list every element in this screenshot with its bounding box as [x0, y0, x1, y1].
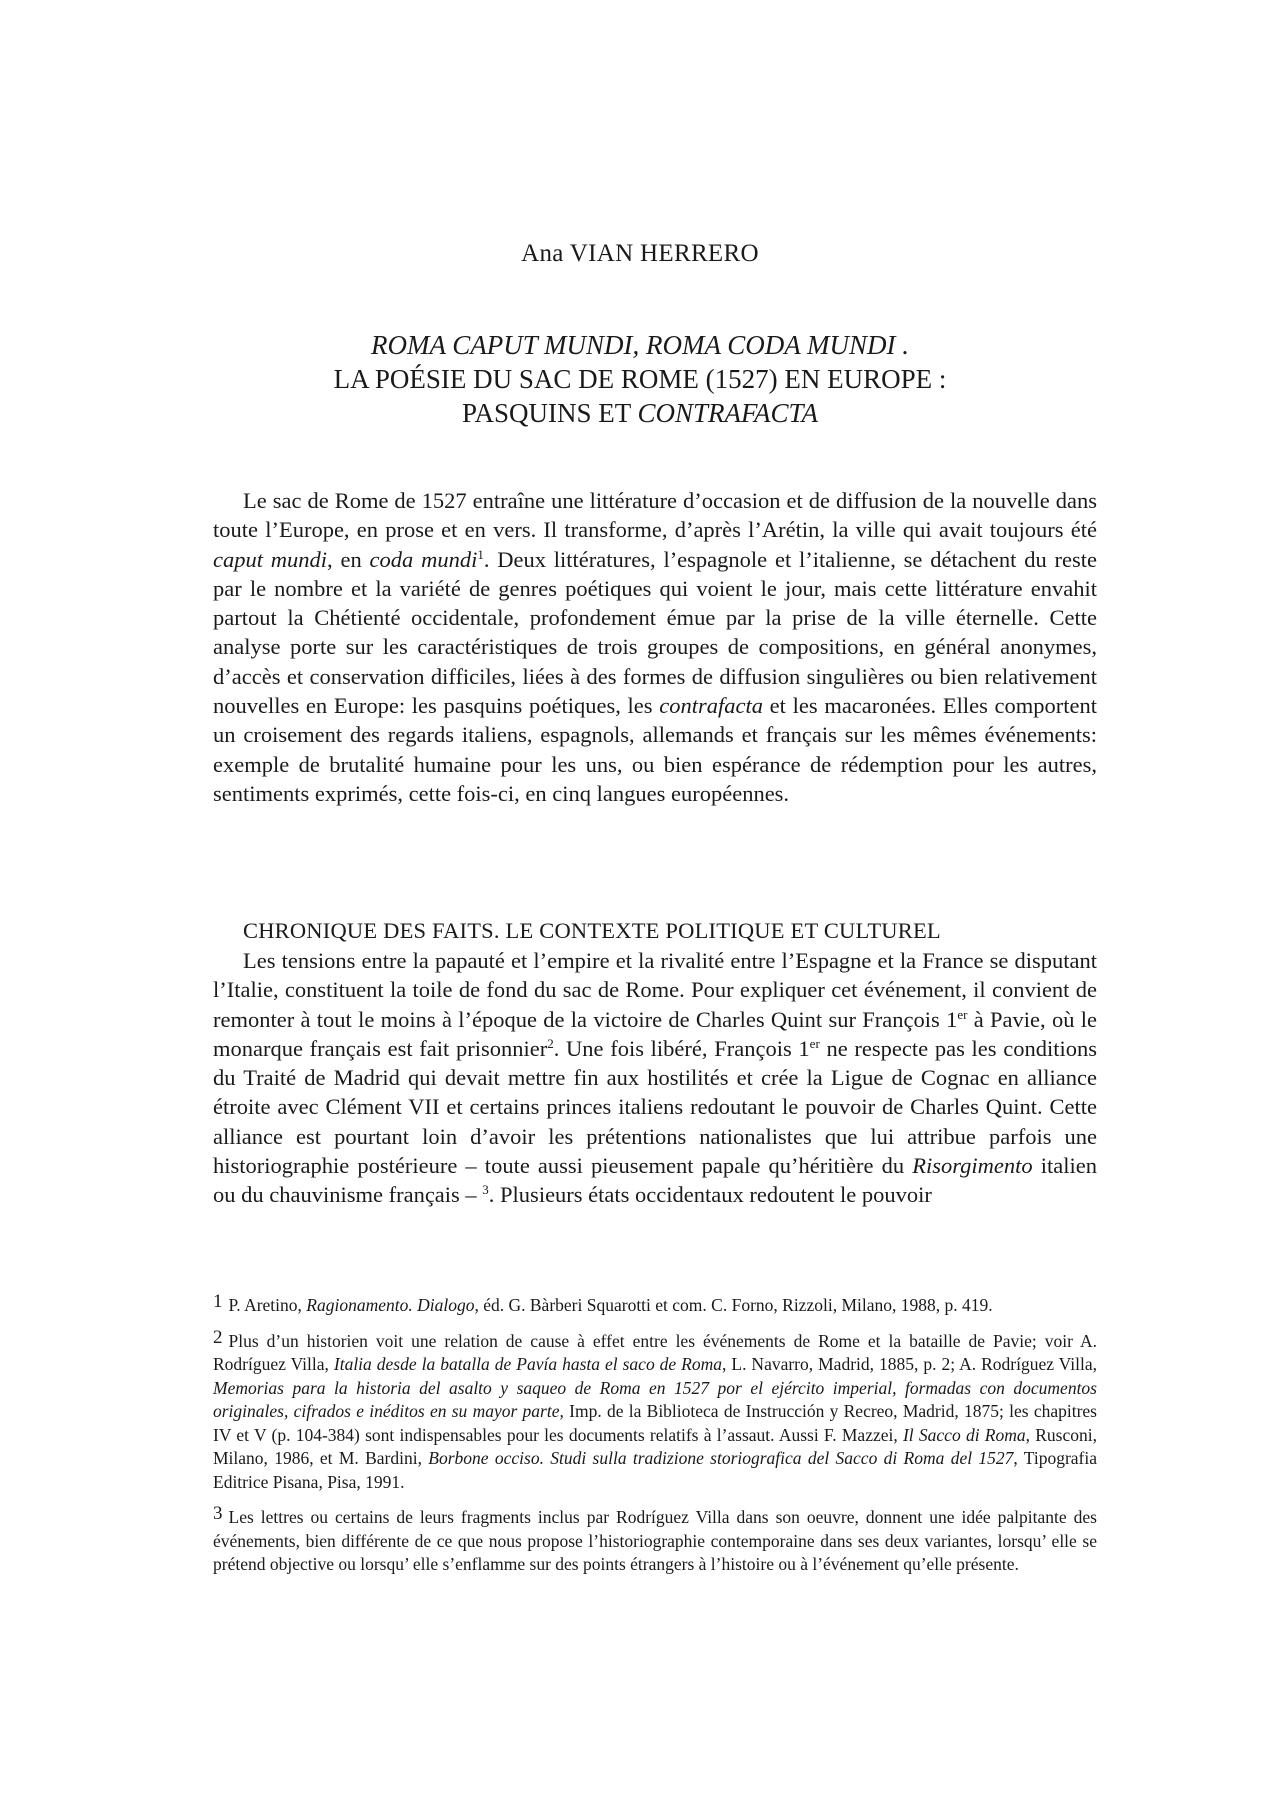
section-text-4: ne respecte pas les conditions du Traité de Madrid qui devait mettre fin aux hostilités et crée la Ligue de Cognac en alliance étroite avec Clément VII et certains princes italiens redoutant le pouvoir de Charles Quint. Cette alliance est pourtant loin d’avoir les prétentions nationalistes que lui attribue parfois une historiographie postérieure – toute aussi pieusement papale qu’héritière du — [213, 1035, 1097, 1179]
footnote-2 — [213, 1326, 1097, 1495]
section-body — [213, 946, 1097, 1210]
abstract-text-3: et les macaronées. Elles comportent un croisement des regards italiens, espagnols, allemands et français sur les mêmes événements: exemple de brutalité humaine pour les uns, ou bien espérance de rédemption pour les autres, sentiments exprimés, cette fois-ci, en cinq langues européennes. — [213, 693, 1097, 806]
title-line-3 — [0, 396, 1280, 430]
footnote-text: , Rusconi, Milano, 1986, et M. Bardini, — [213, 1424, 1097, 1468]
footnote-text: , Tipografia Editrice Pisana, Pisa, 1991. — [213, 1448, 1097, 1492]
section-text-6: . Plusieurs états occidentaux redoutent le pouvoir — [488, 1182, 932, 1208]
footnote-3 — [213, 1502, 1097, 1577]
section-text-3: . Une fois libéré, François 1 — [553, 1035, 810, 1061]
footnote-italic: Borbone occiso. Studi sulla tradizione storiografica del Sacco di Roma del 1527 — [428, 1448, 1014, 1468]
abstract-text-2: . Deux littératures, l’espagnole et l’italienne, se détachent du reste par le nombre et la variété de genres poétiques qui voient le jour, mais cette littérature envahit partout la Chétienté occidentale, profondement émue par la prise de la ville éternelle. Cette analyse porte sur les caractéristiques de trois groupes de compositions, en général anonymes, d’accès et conservation difficiles, liées à des formes de diffusion singulières ou bien relativement nouvelles en Europe: les pasquins poétiques, les — [213, 546, 1097, 719]
abstract-text-1b: , en — [327, 546, 370, 572]
footnote-italic: Memorias para la historia del asalto y saqueo de Roma en 1527 por el ejército imperial, formadas con documentos originales, cifrados e inéditos en su mayor parte, — [213, 1377, 1097, 1421]
article-title — [0, 328, 1280, 430]
ordinal-superscript: er — [957, 1006, 968, 1022]
footnote-italic: Il Sacco di Roma — [902, 1424, 1026, 1445]
footnote-text: P. Aretino, — [228, 1295, 307, 1315]
ordinal-superscript: er — [809, 1035, 820, 1051]
title-line-3-italic: CONTRAFACTA — [637, 398, 819, 428]
abstract-italic-contrafacta: contrafacta — [659, 693, 763, 719]
footnote-ref-3[interactable]: 3 — [482, 1182, 489, 1198]
footnote-italic: Italia desde la batalla de Pavía hasta el saco de Roma — [333, 1354, 723, 1374]
footnote-italic: Ragionamento. Dialogo — [306, 1295, 475, 1315]
footnote-text: , éd. G. Bàrberi Squarotti et com. C. Forno, Rizzoli, Milano, 1988, p. 419. — [474, 1295, 993, 1315]
footnote-number: 1 — [213, 1291, 223, 1312]
footnote-number: 3 — [213, 1503, 223, 1524]
footnote-text: Les lettres ou certains de leurs fragments inclus par Rodríguez Villa dans son oeuvre, donnent une idée palpitante des événements, bien différente de ce que nous propose l’historiographie contemporaine dans ses deux variantes, lorsqu’ elle se prétend objective ou lorsqu’ elle s’enflamme sur des points étrangers à l’histoire ou à l’événement qu’elle présente. — [213, 1507, 1097, 1574]
footnote-text: Plus d’un historien voit une relation de cause à effet entre les événements de Rome et la bataille de Pavie; voir A. Rodríguez Villa, — [213, 1330, 1097, 1374]
title-line-2: LA POÉSIE DU SAC DE ROME (1527) EN EUROPE : — [333, 364, 947, 394]
author-name: Ana VIAN HERRERO — [521, 240, 759, 267]
section-text-1: Les tensions entre la papauté et l’empire et la rivalité entre l’Espagne et la France se disputant l’Italie, constituent la toile de fond du sac de Rome. Pour expliquer cet événement, il convient de remonter à tout le moins à l’époque de la victoire de Charles Quint sur François 1 — [213, 948, 1097, 1032]
footnote-1 — [213, 1290, 1097, 1318]
section-italic-risorgimento: Risorgimento — [912, 1153, 1033, 1179]
section-heading: CHRONIQUE DES FAITS. LE CONTEXTE POLITIQUE ET CULTUREL — [243, 918, 941, 943]
footnote-ref-1[interactable]: 1 — [477, 546, 484, 562]
abstract-italic-coda: coda mundi — [369, 546, 478, 572]
footnote-text: , L. Navarro, Madrid, 1885, p. 2; A. Rodríguez Villa, — [722, 1354, 1097, 1374]
footnote-ref-2[interactable]: 2 — [547, 1035, 554, 1051]
abstract — [213, 486, 1097, 808]
abstract-paragraph — [213, 486, 1097, 808]
abstract-italic-caput: caput mundi — [213, 546, 328, 572]
title-line-1: ROMA CAPUT MUNDI, ROMA CODA MUNDI . — [371, 330, 909, 360]
footnote-number: 2 — [213, 1326, 223, 1348]
footnotes — [213, 1290, 1097, 1585]
title-line-3-prefix: PASQUINS ET — [461, 398, 638, 428]
abstract-text-1: Le sac de Rome de 1527 entraîne une littérature d’occasion et de diffusion de la nouvelle dans toute l’Europe, en prose et en vers. Il transforme, d’après l’Arétin, la ville qui avait toujours été — [213, 488, 1097, 543]
section-text-2: à Pavie, où le monarque français est fait prisonnier — [213, 1006, 1097, 1061]
section-text-5: italien ou du chauvinisme français – — [213, 1153, 1097, 1208]
footnote-text: Imp. de la Biblioteca de Instrucción y Recreo, Madrid, 1875; les chapitres IV et V (p. 104-384) sont indispensables pour les documents relatifs à l’assaut. Aussi F. Mazzei, — [213, 1401, 1097, 1445]
section-paragraph — [213, 946, 1097, 1210]
